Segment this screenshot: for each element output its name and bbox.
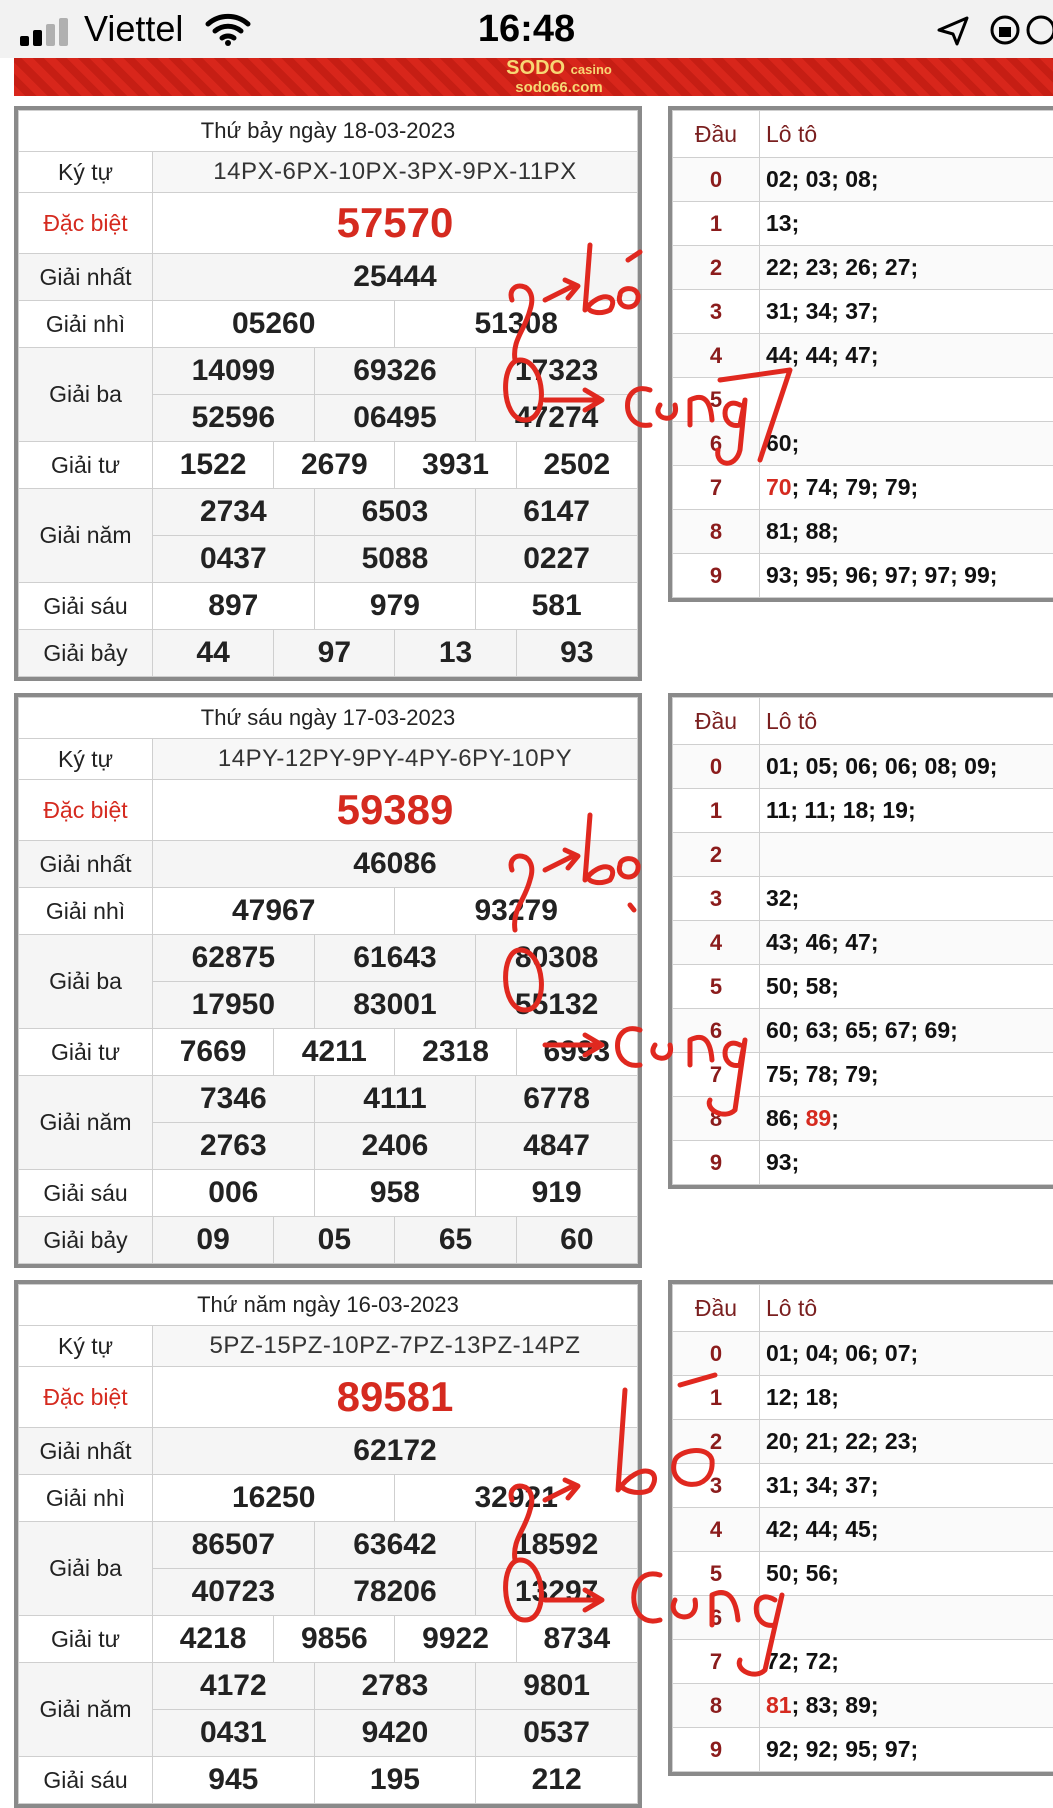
loto-numbers: 20; 21; 22; 23; <box>760 1420 1053 1464</box>
fifth-prize-number: 9420 <box>314 1710 476 1757</box>
dau-digit: 7 <box>673 466 760 510</box>
fifth-prize-number: 2783 <box>314 1663 476 1710</box>
dau-digit: 3 <box>673 290 760 334</box>
loto-numbers: 93; <box>760 1141 1053 1185</box>
label-giai-sau: Giải sáu <box>19 1170 153 1217</box>
loto-row <box>673 1376 1053 1420</box>
sixth-prize-number: 581 <box>476 583 638 630</box>
dau-digit: 5 <box>673 965 760 1009</box>
third-prize-number: 17323 <box>476 348 638 395</box>
loto-row <box>673 833 1053 877</box>
third-prize-number: 06495 <box>314 395 476 442</box>
label-giai-nam: Giải năm <box>19 489 153 583</box>
loto-numbers <box>760 833 1053 877</box>
third-prize-number: 13297 <box>476 1569 638 1616</box>
dau-digit: 0 <box>673 158 760 202</box>
special-loto-number: 89 <box>806 1105 832 1131</box>
third-prize-number: 47274 <box>476 395 638 442</box>
label-giai-sau: Giải sáu <box>19 1757 153 1804</box>
loto-row <box>673 1552 1053 1596</box>
loto-numbers: 72; 72; <box>760 1640 1053 1684</box>
dau-digit: 7 <box>673 1640 760 1684</box>
special-prize-number: 89581 <box>153 1367 638 1428</box>
label-giai-nam: Giải năm <box>19 1076 153 1170</box>
location-icon <box>933 12 1053 48</box>
first-prize-number: 62172 <box>153 1428 638 1475</box>
sixth-prize-number: 979 <box>314 583 476 630</box>
loto-row <box>673 745 1053 789</box>
fifth-prize-number: 6503 <box>314 489 476 536</box>
fifth-prize-number: 4111 <box>314 1076 476 1123</box>
dau-digit: 6 <box>673 422 760 466</box>
fourth-prize-number: 7669 <box>153 1029 274 1076</box>
dau-header: Đầu <box>673 111 760 158</box>
loto-numbers: 31; 34; 37; <box>760 1464 1053 1508</box>
second-prize-number: 47967 <box>153 888 395 935</box>
label-dac-biet: Đặc biệt <box>19 780 153 841</box>
fifth-prize-number: 9801 <box>476 1663 638 1710</box>
fourth-prize-number: 4218 <box>153 1616 274 1663</box>
dau-digit: 4 <box>673 334 760 378</box>
label-giai-bay: Giải bảy <box>19 1217 153 1264</box>
loto-header: Lô tô <box>760 111 1053 158</box>
loto-row <box>673 290 1053 334</box>
label-ky-tu: Ký tự <box>19 739 153 780</box>
second-prize-number: 32921 <box>395 1475 638 1522</box>
dau-digit: 3 <box>673 1464 760 1508</box>
label-giai-nhat: Giải nhất <box>19 841 153 888</box>
fifth-prize-number: 0431 <box>153 1710 315 1757</box>
dau-digit: 8 <box>673 1684 760 1728</box>
loto-numbers: 01; 04; 06; 07; <box>760 1332 1053 1376</box>
third-prize-number: 17950 <box>153 982 315 1029</box>
fifth-prize-number: 6778 <box>476 1076 638 1123</box>
loto-row <box>673 789 1053 833</box>
draw-date: Thứ sáu ngày 17-03-2023 <box>19 698 638 739</box>
loto-row <box>673 1097 1053 1141</box>
label-ky-tu: Ký tự <box>19 1326 153 1367</box>
dau-digit: 8 <box>673 510 760 554</box>
ky-tu-value: 14PY-12PY-9PY-4PY-6PY-10PY <box>153 739 638 780</box>
dau-digit: 7 <box>673 1053 760 1097</box>
seventh-prize-number: 97 <box>274 630 395 677</box>
loto-numbers: 43; 46; 47; <box>760 921 1053 965</box>
seventh-prize-number: 13 <box>395 630 516 677</box>
sixth-prize-number: 212 <box>476 1757 638 1804</box>
loto-header: Lô tô <box>760 1285 1053 1332</box>
second-prize-number: 93279 <box>395 888 638 935</box>
loto-row <box>673 877 1053 921</box>
loto-row <box>673 1684 1053 1728</box>
third-prize-number: 52596 <box>153 395 315 442</box>
ky-tu-value: 5PZ-15PZ-10PZ-7PZ-13PZ-14PZ <box>153 1326 638 1367</box>
loto-numbers: 32; <box>760 877 1053 921</box>
label-giai-nhat: Giải nhất <box>19 254 153 301</box>
fifth-prize-number: 7346 <box>153 1076 315 1123</box>
loto-row <box>673 202 1053 246</box>
loto-row <box>673 246 1053 290</box>
seventh-prize-number: 65 <box>395 1217 516 1264</box>
seventh-prize-number: 05 <box>274 1217 395 1264</box>
dau-digit: 9 <box>673 1141 760 1185</box>
loto-row <box>673 158 1053 202</box>
dau-digit: 2 <box>673 1420 760 1464</box>
loto-numbers: 92; 92; 95; 97; <box>760 1728 1053 1772</box>
status-bar <box>0 0 1053 58</box>
fourth-prize-number: 6993 <box>516 1029 637 1076</box>
label-giai-nhi: Giải nhì <box>19 1475 153 1522</box>
loto-numbers: 81; 88; <box>760 510 1053 554</box>
loto-numbers: 50; 56; <box>760 1552 1053 1596</box>
loto-numbers: 01; 05; 06; 06; 08; 09; <box>760 745 1053 789</box>
dau-digit: 8 <box>673 1097 760 1141</box>
loto-row <box>673 1141 1053 1185</box>
third-prize-number: 69326 <box>314 348 476 395</box>
loto-numbers: 60; <box>760 422 1053 466</box>
third-prize-number: 61643 <box>314 935 476 982</box>
loto-numbers: 60; 63; 65; 67; 69; <box>760 1009 1053 1053</box>
dau-digit: 1 <box>673 202 760 246</box>
loto-row <box>673 1332 1053 1376</box>
dau-digit: 6 <box>673 1596 760 1640</box>
fourth-prize-number: 2502 <box>516 442 637 489</box>
loto-numbers <box>760 378 1053 422</box>
loto-numbers: 50; 58; <box>760 965 1053 1009</box>
dau-digit: 0 <box>673 745 760 789</box>
loto-table <box>668 106 1053 602</box>
special-prize-number: 59389 <box>153 780 638 841</box>
label-ky-tu: Ký tự <box>19 152 153 193</box>
loto-numbers: 11; 11; 18; 19; <box>760 789 1053 833</box>
label-giai-ba: Giải ba <box>19 1522 153 1616</box>
loto-row <box>673 1596 1053 1640</box>
third-prize-number: 14099 <box>153 348 315 395</box>
loto-row <box>673 554 1053 598</box>
seventh-prize-number: 09 <box>153 1217 274 1264</box>
result-table <box>14 693 642 1268</box>
dau-digit: 9 <box>673 1728 760 1772</box>
loto-numbers: 22; 23; 26; 27; <box>760 246 1053 290</box>
dau-digit: 5 <box>673 378 760 422</box>
sixth-prize-number: 897 <box>153 583 315 630</box>
carrier-name: Viettel <box>84 8 183 50</box>
dau-digit: 6 <box>673 1009 760 1053</box>
third-prize-number: 78206 <box>314 1569 476 1616</box>
sixth-prize-number: 195 <box>314 1757 476 1804</box>
fifth-prize-number: 0227 <box>476 536 638 583</box>
dau-digit: 2 <box>673 246 760 290</box>
loto-row <box>673 1420 1053 1464</box>
label-giai-ba: Giải ba <box>19 348 153 442</box>
fourth-prize-number: 1522 <box>153 442 274 489</box>
label-giai-bay: Giải bảy <box>19 630 153 677</box>
second-prize-number: 05260 <box>153 301 395 348</box>
seventh-prize-number: 60 <box>516 1217 637 1264</box>
loto-numbers: 86; 89; <box>760 1097 1053 1141</box>
loto-row <box>673 1728 1053 1772</box>
fifth-prize-number: 0437 <box>153 536 315 583</box>
dau-digit: 2 <box>673 833 760 877</box>
third-prize-number: 63642 <box>314 1522 476 1569</box>
seventh-prize-number: 93 <box>516 630 637 677</box>
dau-digit: 0 <box>673 1332 760 1376</box>
label-giai-nhi: Giải nhì <box>19 888 153 935</box>
first-prize-number: 25444 <box>153 254 638 301</box>
loto-numbers: 81; 83; 89; <box>760 1684 1053 1728</box>
loto-row <box>673 965 1053 1009</box>
label-dac-biet: Đặc biệt <box>19 193 153 254</box>
second-prize-number: 51308 <box>395 301 638 348</box>
dau-digit: 4 <box>673 921 760 965</box>
dau-header: Đầu <box>673 698 760 745</box>
label-giai-sau: Giải sáu <box>19 583 153 630</box>
loto-row <box>673 1640 1053 1684</box>
dau-digit: 3 <box>673 877 760 921</box>
label-giai-nam: Giải năm <box>19 1663 153 1757</box>
label-dac-biet: Đặc biệt <box>19 1367 153 1428</box>
loto-row <box>673 921 1053 965</box>
loto-row <box>673 378 1053 422</box>
fifth-prize-number: 6147 <box>476 489 638 536</box>
label-giai-tu: Giải tư <box>19 1029 153 1076</box>
fourth-prize-number: 2318 <box>395 1029 516 1076</box>
loto-table <box>668 693 1053 1189</box>
seventh-prize-number: 44 <box>153 630 274 677</box>
label-giai-nhi: Giải nhì <box>19 301 153 348</box>
special-loto-number: 81 <box>766 1692 792 1718</box>
special-prize-number: 57570 <box>153 193 638 254</box>
fifth-prize-number: 2734 <box>153 489 315 536</box>
loto-row <box>673 1464 1053 1508</box>
loto-header: Lô tô <box>760 698 1053 745</box>
special-loto-number: 70 <box>766 474 792 500</box>
site-banner[interactable] <box>14 58 1053 96</box>
third-prize-number: 62875 <box>153 935 315 982</box>
loto-numbers: 31; 34; 37; <box>760 290 1053 334</box>
loto-row <box>673 1053 1053 1097</box>
loto-numbers: 12; 18; <box>760 1376 1053 1420</box>
result-table <box>14 1280 642 1808</box>
dau-digit: 1 <box>673 789 760 833</box>
loto-numbers: 93; 95; 96; 97; 97; 99; <box>760 554 1053 598</box>
loto-numbers <box>760 1596 1053 1640</box>
loto-numbers: 02; 03; 08; <box>760 158 1053 202</box>
loto-row <box>673 1009 1053 1053</box>
label-giai-tu: Giải tư <box>19 442 153 489</box>
loto-row <box>673 422 1053 466</box>
draw-date: Thứ bảy ngày 18-03-2023 <box>19 111 638 152</box>
third-prize-number: 55132 <box>476 982 638 1029</box>
clock: 16:48 <box>0 8 1053 51</box>
dau-digit: 4 <box>673 1508 760 1552</box>
sixth-prize-number: 958 <box>314 1170 476 1217</box>
fourth-prize-number: 9856 <box>274 1616 395 1663</box>
loto-numbers: 44; 44; 47; <box>760 334 1053 378</box>
fourth-prize-number: 4211 <box>274 1029 395 1076</box>
site-logo: SODO casino sodo66.com <box>444 58 674 88</box>
fourth-prize-number: 8734 <box>516 1616 637 1663</box>
dau-digit: 1 <box>673 1376 760 1420</box>
draw-date: Thứ năm ngày 16-03-2023 <box>19 1285 638 1326</box>
fifth-prize-number: 4172 <box>153 1663 315 1710</box>
fourth-prize-number: 2679 <box>274 442 395 489</box>
fifth-prize-number: 4847 <box>476 1123 638 1170</box>
second-prize-number: 16250 <box>153 1475 395 1522</box>
loto-numbers: 13; <box>760 202 1053 246</box>
sixth-prize-number: 006 <box>153 1170 315 1217</box>
loto-table <box>668 1280 1053 1776</box>
fifth-prize-number: 2406 <box>314 1123 476 1170</box>
loto-row <box>673 510 1053 554</box>
loto-numbers: 70; 74; 79; 79; <box>760 466 1053 510</box>
ky-tu-value: 14PX-6PX-10PX-3PX-9PX-11PX <box>153 152 638 193</box>
label-giai-nhat: Giải nhất <box>19 1428 153 1475</box>
third-prize-number: 80308 <box>476 935 638 982</box>
third-prize-number: 18592 <box>476 1522 638 1569</box>
sixth-prize-number: 919 <box>476 1170 638 1217</box>
label-giai-tu: Giải tư <box>19 1616 153 1663</box>
loto-numbers: 75; 78; 79; <box>760 1053 1053 1097</box>
label-giai-ba: Giải ba <box>19 935 153 1029</box>
sixth-prize-number: 945 <box>153 1757 315 1804</box>
loto-row <box>673 1508 1053 1552</box>
third-prize-number: 40723 <box>153 1569 315 1616</box>
first-prize-number: 46086 <box>153 841 638 888</box>
fifth-prize-number: 2763 <box>153 1123 315 1170</box>
result-table <box>14 106 642 681</box>
third-prize-number: 83001 <box>314 982 476 1029</box>
fifth-prize-number: 5088 <box>314 536 476 583</box>
dau-digit: 9 <box>673 554 760 598</box>
loto-row <box>673 466 1053 510</box>
fifth-prize-number: 0537 <box>476 1710 638 1757</box>
third-prize-number: 86507 <box>153 1522 315 1569</box>
loto-numbers: 42; 44; 45; <box>760 1508 1053 1552</box>
dau-header: Đầu <box>673 1285 760 1332</box>
fourth-prize-number: 9922 <box>395 1616 516 1663</box>
fourth-prize-number: 3931 <box>395 442 516 489</box>
loto-row <box>673 334 1053 378</box>
dau-digit: 5 <box>673 1552 760 1596</box>
